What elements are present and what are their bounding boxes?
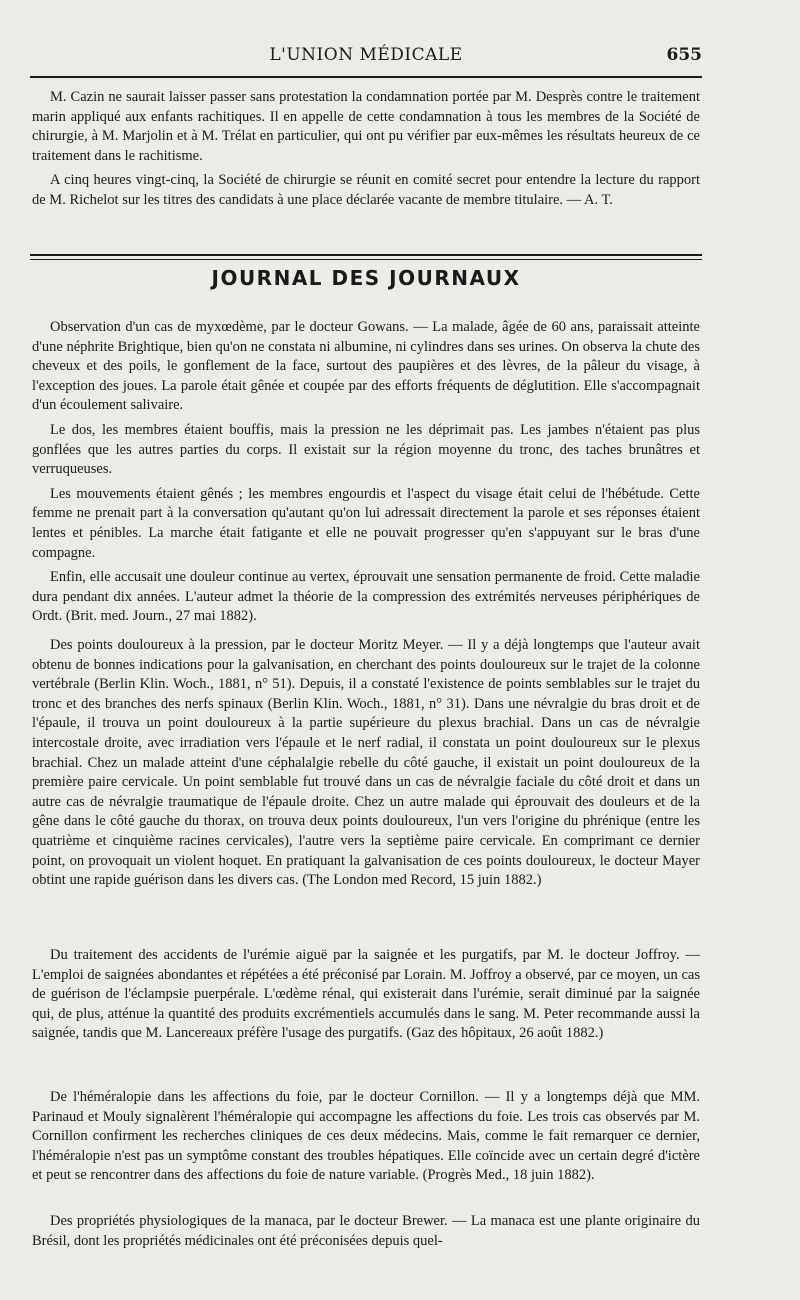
article-paragraph: De l'héméralopie dans les affections du foie, par le docteur Cornillon. — Il y a longtemps déjà que MM. Parinaud et Mouly signalèrent l'héméralopie qui accompagne les affections du foie. Les trois cas observés par M. Cornillon confirment les recherches cliniques de ces deux médecins. Mais, comme le fait remarquer ce dernier, l'héméralopie n'est pas un symptôme constant des troubles hépatiques. Elle coïncide avec un certain degré d'ictère et peut se rencontrer dans des affections du foie de nature variable. (Progrès Med., 18 juin 1882). bbox=[32, 1089, 700, 1184]
intro-block bbox=[32, 88, 700, 216]
article-paragraph: Enfin, elle accusait une douleur continue au vertex, éprouvait une sensation permanente de froid. Cette maladie dura pendant dix années. L'auteur admet la théorie de la compression des extrémités nerveuses périphériques de Ordt. (Brit. med. Journ., 27 mai 1882). bbox=[32, 569, 700, 625]
article-block bbox=[32, 1212, 700, 1256]
intro-paragraph: M. Cazin ne saurait laisser passer sans protestation la condamnation portée par M. Desprès contre le traitement marin appliqué aux enfants rachitiques. Il en appelle de cette condamnation à tous les membres de la Société de chirurgie, à M. Marjolin et à M. Trélat en particulier, qui ont pu vérifier par eux-mêmes les résultats heureux de ce traitement dans le rachitisme. bbox=[32, 89, 700, 164]
articles-block bbox=[32, 318, 700, 632]
article-paragraph: Du traitement des accidents de l'urémie aiguë par la saignée et les purgatifs, par M. le docteur Joffroy. — L'emploi de saignées abondantes et répétées a été préconisé par Lorain. M. Joffroy a observé, par ce moyen, un cas de guérison de l'éclampsie puerpérale. L'œdème rénal, qui existerait dans l'urémie, serait diminué par la saignée qui, de plus, atténue la quantité des produits excrémentiels accumulés dans le sang. M. Peter recommande aussi la saignée, tandis que M. Lancereaux préfère l'usage des purgatifs. (Gaz des hôpitaux, 26 août 1882.) bbox=[32, 947, 700, 1042]
intro-paragraph: A cinq heures vingt-cinq, la Société de chirurgie se réunit en comité secret pour entendre la lecture du rapport de M. Richelot sur les titres des candidats à une place déclarée vacante de membre titulaire. — A. T. bbox=[32, 172, 700, 208]
article-paragraph: Des propriétés physiologiques de la manaca, par le docteur Brewer. — La manaca est une plante originaire du Brésil, dont les propriétés médicinales ont été préconisées depuis quel- bbox=[32, 1213, 700, 1249]
page-number: 655 bbox=[666, 45, 702, 65]
article-paragraph: Observation d'un cas de myxœdème, par le docteur Gowans. — La malade, âgée de 60 ans, paraissait atteinte d'une néphrite Brightique, bien qu'on ne constata ni albumine, ni cylindres dans ses urines. On observa la chute des cheveux et des poils, le gonflement de la face, surtout des paupières et des lèvres, de la pâleur du visage, à l'exception des joues. La parole était gênée et coupée par des efforts fréquents de déglutition. Elle s'accompagnait d'un écoulement salivaire. bbox=[32, 319, 700, 414]
section-heading: JOURNAL DES JOURNAUX bbox=[211, 266, 521, 290]
article-paragraph: Des points douloureux à la pression, par le docteur Moritz Meyer. — Il y a déjà longtemps que l'auteur avait obtenu de bonnes indications pour la galvanisation, en cherchant des points douloureux sur le trajet de la colonne vertébrale (Berlin Klin. Woch., 1881, n° 51). Depuis, il a constaté l'existence de points semblables sur le trajet du tronc et des branches des nerfs spinaux (Berlin Klin. Woch., 1881, n° 31). Dans une névralgie du bras droit et de l'épaule, il trouva un point douloureux à la partie supérieure du plexus brachial. Dans un cas de névralgie intercostale droite, avec irradiation vers l'épaule et le nerf radial, il constata un point douloureux sur le plexus brachial. Chez un malade atteint d'une céphalalgie rebelle du côté gauche, il existait un point douloureux de la première paire cervicale. Un point semblable fut trouvé dans un cas de névralgie faciale du côté droit et dans un autre cas de névralgie traumatique de l'épaule droite. Chez un autre malade qui éprouvait des douleurs et de la gêne dans le côté gauche du thorax, on trouva deux points douloureux, l'un vers l'origine du phrénique (entre les quatrième et cinquième racines cervicales), l'autre vers la septième paire cervicale. En comprimant ce dernier point, on provoquait un violent hoquet. En pratiquant la galvanisation de ces points douloureux, le docteur Mayer obtint une rapide guérison dans les divers cas. (The London med Record, 15 juin 1882.) bbox=[32, 637, 700, 889]
article-block bbox=[32, 946, 700, 1049]
article-paragraph: Le dos, les membres étaient bouffis, mais la pression ne les déprimait pas. Les jambes n'étaient pas plus gonflées que les autres parties du corps. Il existait sur la région moyenne du tronc, des taches brunâtres et verruqueuses. bbox=[32, 421, 700, 478]
running-head bbox=[30, 45, 702, 69]
article-block bbox=[32, 1088, 700, 1191]
header-rule bbox=[30, 76, 702, 78]
section-divider bbox=[30, 254, 702, 260]
article-block bbox=[32, 636, 700, 896]
journal-title: L'UNION MÉDICALE bbox=[269, 45, 463, 65]
article-paragraph: Les mouvements étaient gênés ; les membres engourdis et l'aspect du visage était celui de l'hébétude. Cette femme ne prenait part à la conversation qu'autant qu'on lui adressait directement la parole et ses réponses étaient lentes et pénibles. La marche était fatigante et elle ne pouvait progresser qu'en s'appuyant sur le bras d'une compagne. bbox=[32, 485, 700, 561]
